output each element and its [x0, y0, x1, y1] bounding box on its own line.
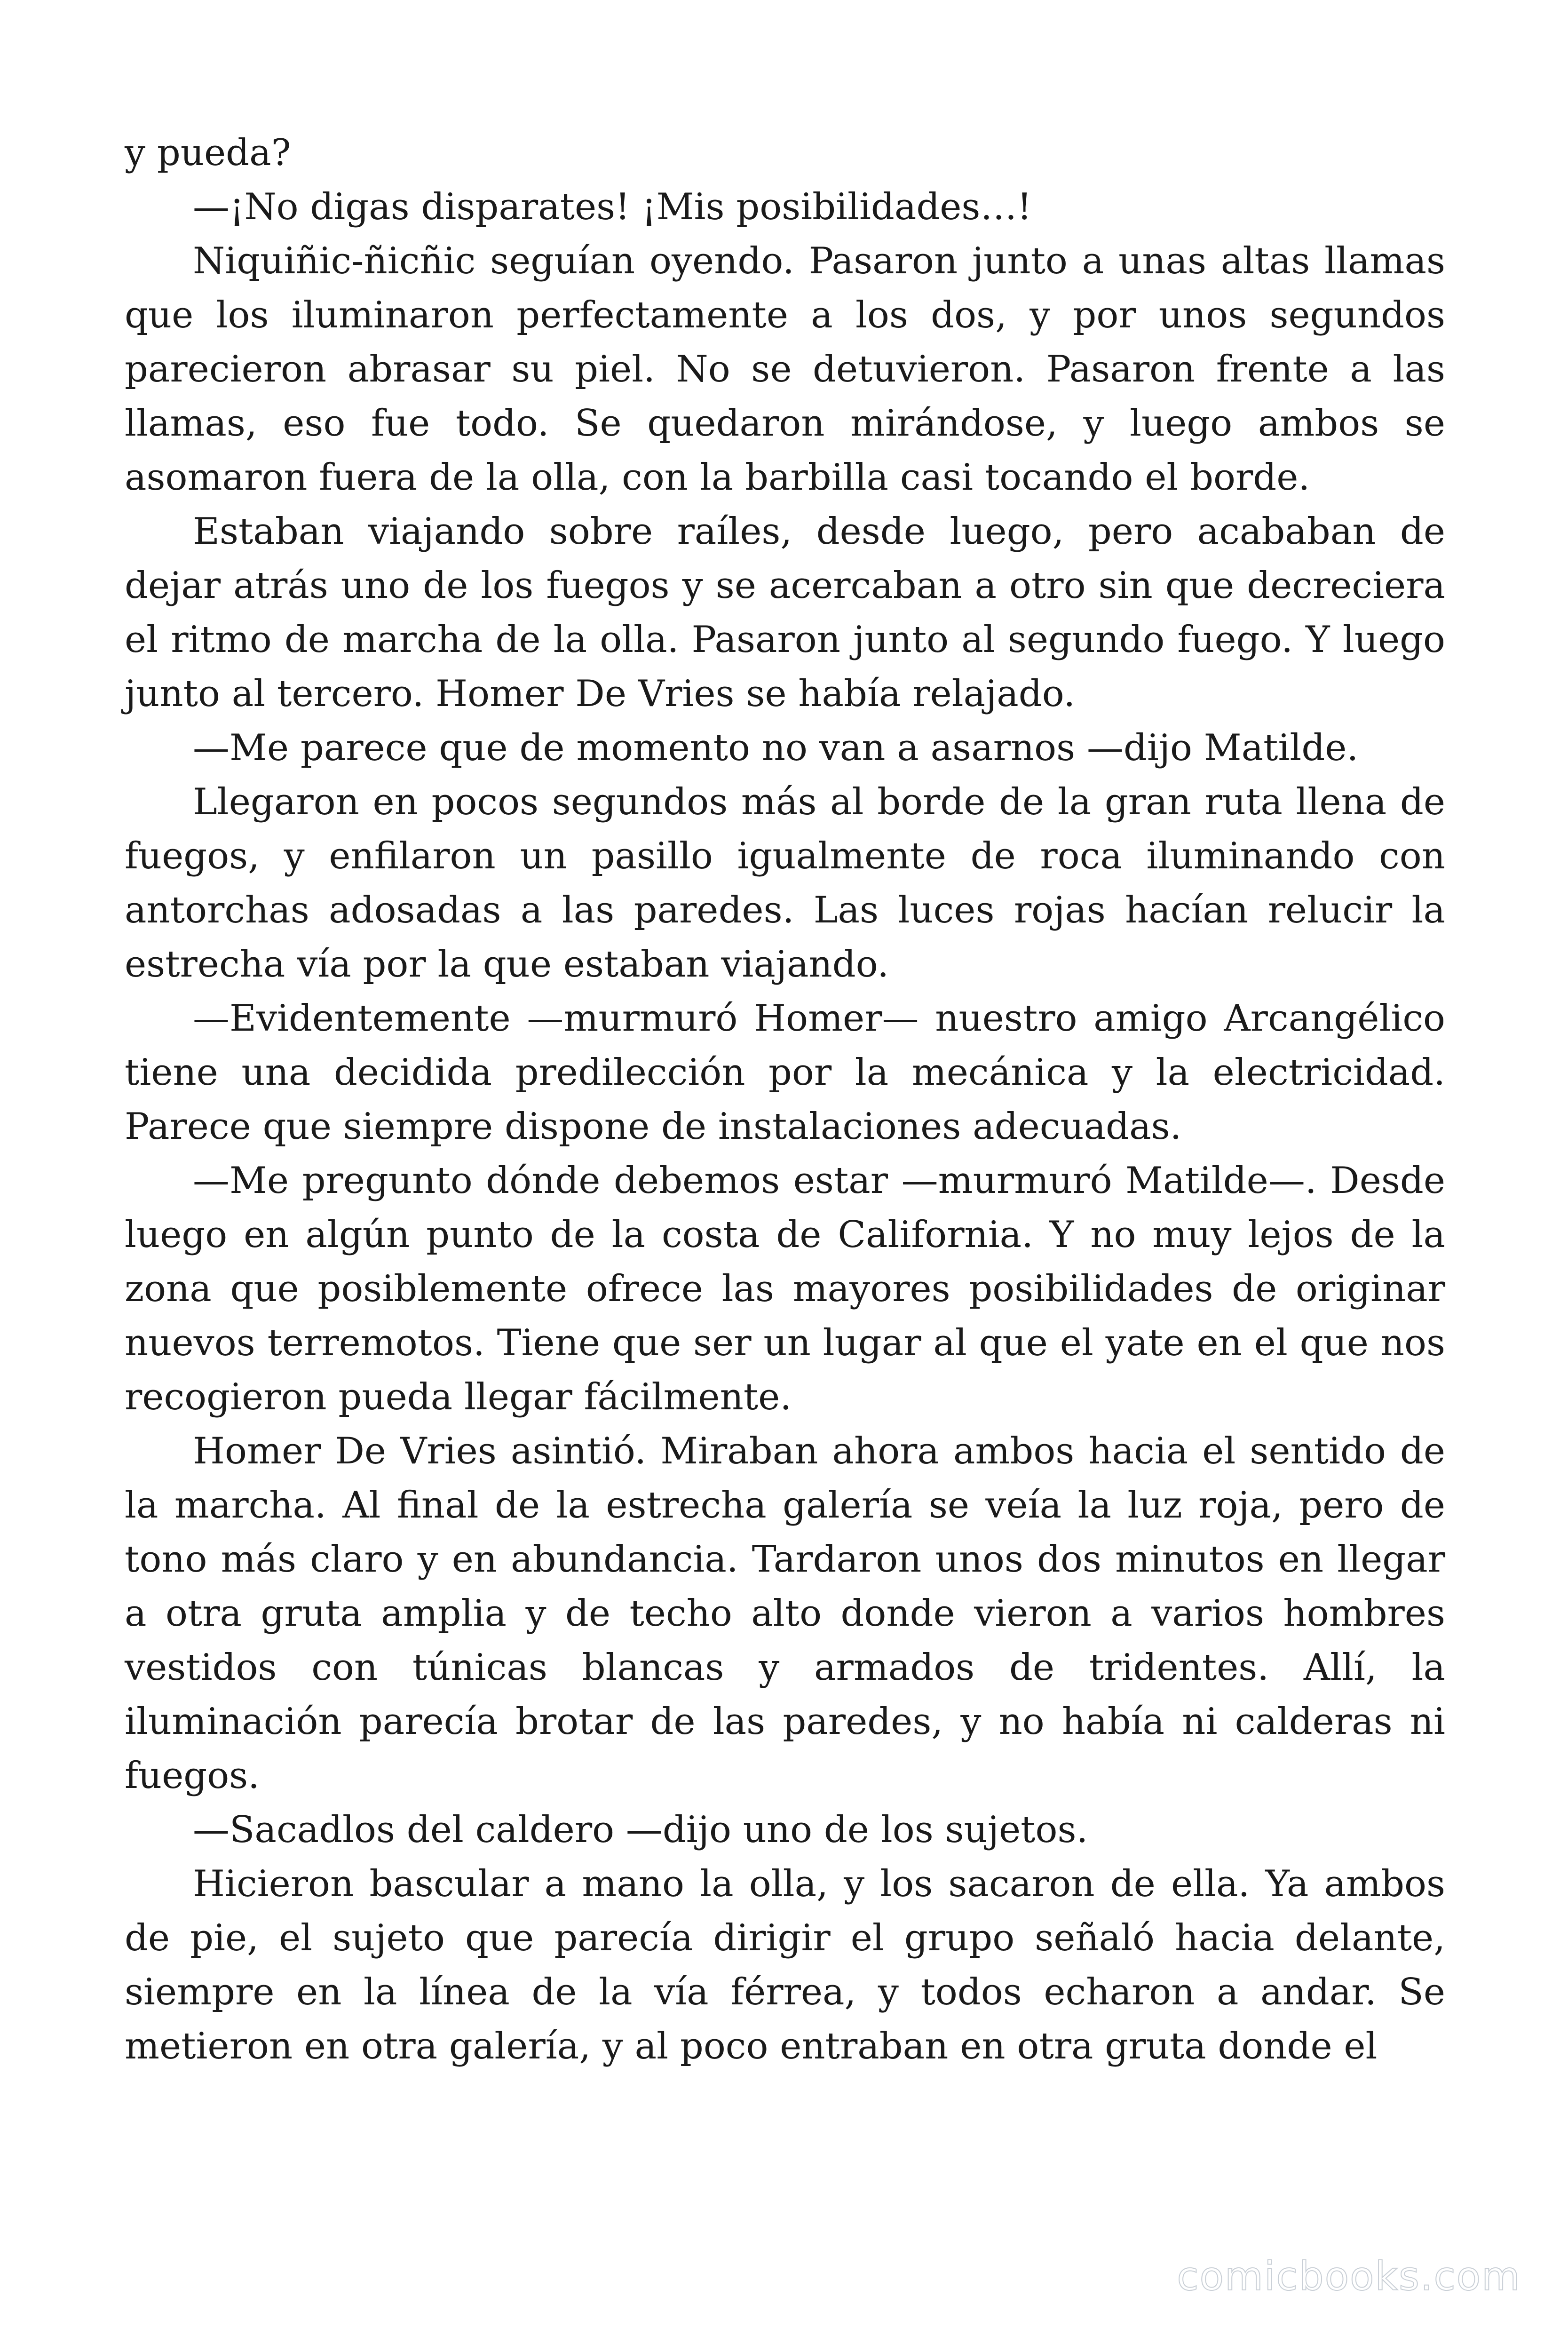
- paragraph: —Me pregunto dónde debemos estar —murmuró Matilde—. Desde luego en algún punto de la costa de California. Y no muy lejos de la zona que posiblemente ofrece las mayores posibilidades de originar nuevos terremotos. Tiene que ser un lugar al que el yate en el que nos recogieron pueda llegar fácilmente.: [125, 1160, 1445, 1418]
- paragraph: —¡No digas disparates! ¡Mis posibilidades…!: [193, 186, 1032, 228]
- paragraph: —Me parece que de momento no van a asarnos —dijo Matilde.: [193, 727, 1359, 769]
- paragraph: —Sacadlos del caldero —dijo uno de los sujetos.: [193, 1809, 1088, 1851]
- paragraph: y pueda?: [125, 132, 291, 174]
- paragraph: Llegaron en pocos segundos más al borde de la gran ruta llena de fuegos, y enfilaron un pasillo igualmente de roca iluminando con antorchas adosadas a las paredes. Las luces rojas hacían relucir la estrecha vía por la que estaban viajando.: [125, 781, 1445, 985]
- paragraph: —Evidentemente —murmuró Homer— nuestro amigo Arcangélico tiene una decidida predilección por la mecánica y la electricidad. Parece que siempre dispone de instalaciones adecuadas.: [125, 997, 1445, 1148]
- paragraph: Homer De Vries asintió. Miraban ahora ambos hacia el sentido de la marcha. Al final de la estrecha galería se veía la luz roja, pero de tono más claro y en abundancia. Tardaron unos dos minutos en llegar a otra gruta amplia y de techo alto donde vieron a varios hombres vestidos con túnicas blancas y armados de tridentes. Allí, la iluminación parecía brotar de las paredes, y no había ni calderas ni fuegos.: [125, 1430, 1445, 1797]
- watermark: comicbooks.com: [1177, 2253, 1521, 2299]
- paragraph: Estaban viajando sobre raíles, desde luego, pero acababan de dejar atrás uno de los fuegos y se acercaban a otro sin que decreciera el ritmo de marcha de la olla. Pasaron junto al segundo fuego. Y luego junto al tercero. Homer De Vries se había relajado.: [125, 510, 1445, 715]
- body-text: [125, 126, 1445, 2074]
- paragraph: Hicieron bascular a mano la olla, y los sacaron de ella. Ya ambos de pie, el sujeto que parecía dirigir el grupo señaló hacia delante, siempre en la línea de la vía férrea, y todos echaron a andar. Se metieron en otra galería, y al poco entraban en otra gruta donde el: [125, 1863, 1445, 2067]
- paragraph: Niquiñic-ñicñic seguían oyendo. Pasaron junto a unas altas llamas que los iluminaron perfectamente a los dos, y por unos segundos parecieron abrasar su piel. No se detuvieron. Pasaron frente a las llamas, eso fue todo. Se quedaron mirándose, y luego ambos se asomaron fuera de la olla, con la barbilla casi tocando el borde.: [125, 240, 1445, 499]
